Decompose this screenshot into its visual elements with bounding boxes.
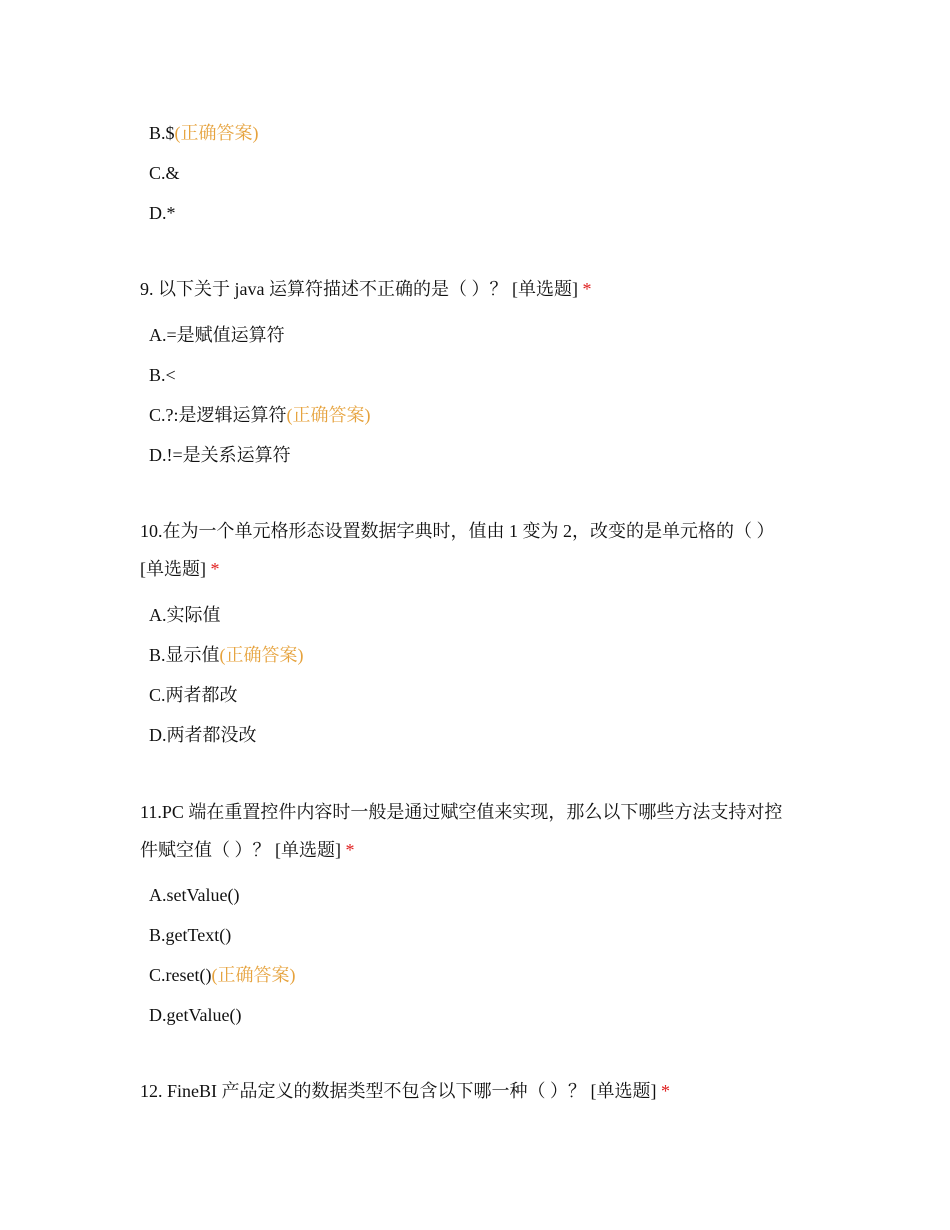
option-prev-b xyxy=(149,121,259,145)
required-marker: * xyxy=(661,1081,670,1101)
correct-answer-tag: (正确答案) xyxy=(286,405,371,425)
question-11-title-line1 xyxy=(140,800,782,824)
option-9-d xyxy=(149,443,291,467)
option-9-a xyxy=(149,323,285,347)
option-10-b xyxy=(149,643,304,667)
option-text: B.getText() xyxy=(149,925,232,945)
question-11-title-line2 xyxy=(140,838,355,862)
required-marker: * xyxy=(210,559,220,579)
question-type: [单选题] xyxy=(140,559,206,579)
option-text: A.=是赋值运算符 xyxy=(149,325,285,345)
option-11-b xyxy=(149,923,231,947)
option-prev-d xyxy=(149,201,176,225)
question-text: 12. FineBI 产品定义的数据类型不包含以下哪一种（ ）？ xyxy=(140,1081,586,1101)
option-prev-c xyxy=(149,161,180,185)
question-text: 10.在为一个单元格形态设置数据字典时，值由 1 变为 2，改变的是单元格的（ ） xyxy=(140,521,775,541)
option-10-a xyxy=(149,603,221,627)
question-type: [单选题] xyxy=(511,279,578,299)
required-marker: * xyxy=(345,840,355,860)
option-text: D.!=是关系运算符 xyxy=(149,445,291,465)
question-10-title-line2 xyxy=(140,557,220,581)
option-text: C.?:是逻辑运算符 xyxy=(149,405,287,425)
question-type: [单选题] xyxy=(590,1081,657,1101)
option-text: A.实际值 xyxy=(149,605,221,625)
option-text: D.getValue() xyxy=(149,1005,242,1025)
question-text: 9. 以下关于 java 运算符描述不正确的是（ ）？ xyxy=(140,279,508,299)
question-12-title xyxy=(140,1079,670,1103)
option-text: C.& xyxy=(149,163,180,183)
option-text: D.* xyxy=(149,203,176,223)
option-text: A.setValue() xyxy=(149,885,240,905)
option-text: D.两者都没改 xyxy=(149,725,257,745)
option-10-c xyxy=(149,683,238,707)
option-11-a xyxy=(149,883,239,907)
question-text: 11.PC 端在重置控件内容时一般是通过赋空值来实现，那么以下哪些方法支持对控 xyxy=(140,802,783,822)
option-text: B.显示值 xyxy=(149,645,220,665)
correct-answer-tag: (正确答案) xyxy=(211,965,296,985)
option-text: B.< xyxy=(149,365,176,385)
question-text: 件赋空值（ ）？ xyxy=(140,840,271,860)
option-text: C.reset() xyxy=(149,965,212,985)
option-11-c xyxy=(149,963,295,987)
required-marker: * xyxy=(582,279,592,299)
correct-answer-tag: (正确答案) xyxy=(219,645,304,665)
option-11-d xyxy=(149,1003,241,1027)
option-9-c xyxy=(149,403,371,427)
option-10-d xyxy=(149,723,257,747)
question-type: [单选题] xyxy=(275,840,341,860)
question-10-title-line1 xyxy=(140,519,775,543)
option-9-b xyxy=(149,363,176,387)
option-text: B.$ xyxy=(149,123,175,143)
correct-answer-tag: (正确答案) xyxy=(174,123,259,143)
option-text: C.两者都改 xyxy=(149,685,238,705)
question-9-title xyxy=(140,277,591,301)
